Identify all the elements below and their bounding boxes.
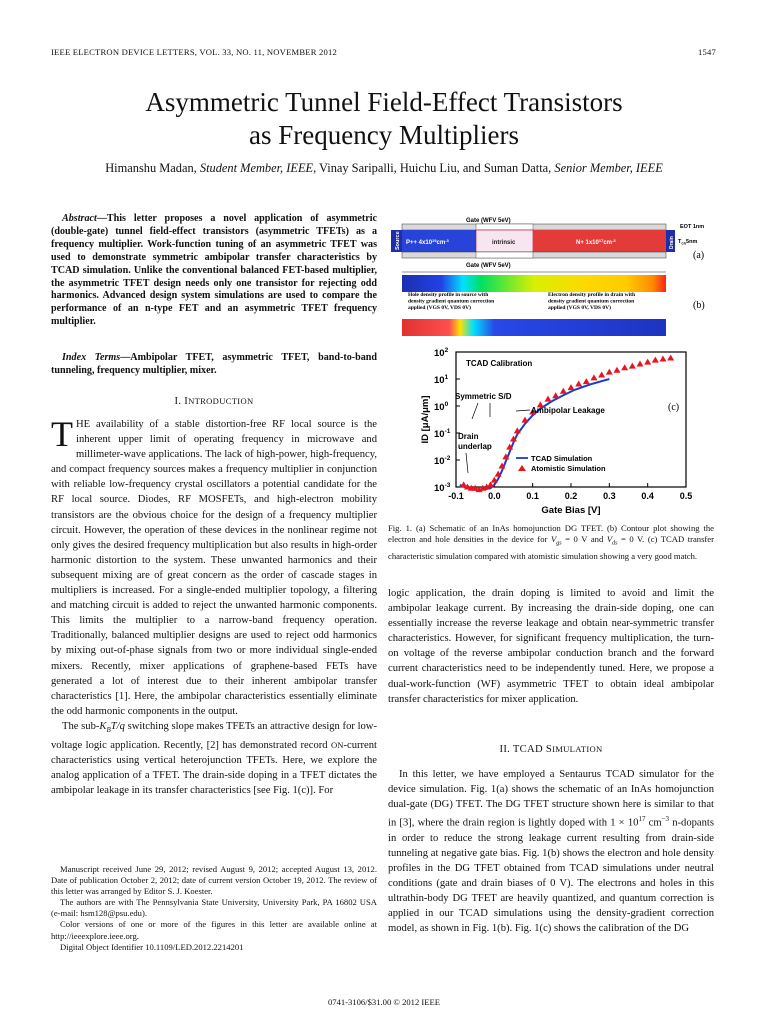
bottom-gate-oxide (476, 252, 533, 258)
legend-atomistic-marker (518, 465, 526, 471)
figure-1a-label: (a) (693, 250, 705, 261)
y-axis-label: ID [μA/μm] (420, 395, 431, 444)
title-line-2: as Frequency Multipliers (249, 120, 519, 150)
introduction-body (51, 414, 377, 798)
y-tick-label: $10^0$ (434, 401, 449, 413)
abstract-text: —This letter proposes a novel application of asymmetric (double-gate) tunnel field-effect transistors (asymmetric TFETs) as a frequency multiplier. Work-function tuning of an asymmetric TFET was used to demonstrate symmetric ambipolar transfer characteristics by TCAD simulation. Unlike the conventional balanced FET-based multiplier, the asymmetric TFET design needs only one transistor for rejecting odd harmonics. Advanced design system simulations are used to compare the performance of an n-type FET and an asymmetric TFET frequency multiplier. (51, 213, 377, 328)
series-atomistic-point (637, 360, 644, 366)
tcad-simulation-body (388, 767, 714, 937)
footnote-manuscript: Manuscript received June 29, 2012; revised August 9, 2012; accepted August 13, 2012. Date of publication October 2, 2012; date of current version October 19, 2012. The review of this letter was arranged by Editor S. J. Koester. (51, 864, 377, 897)
figure-1b-contour (388, 272, 714, 342)
legend-tcad-label: TCAD Simulation (531, 454, 593, 463)
x-axis-label: Gate Bias [V] (541, 505, 601, 516)
series-atomistic-point (660, 356, 667, 362)
page-number: 1547 (698, 47, 716, 57)
series-atomistic-point (644, 359, 651, 365)
annotation-ambipolar-leakage: Ambipolar Leakage (531, 406, 605, 415)
y-tick-label: $10^2$ (434, 347, 449, 359)
author-1-role: Student Member, IEEE (199, 161, 314, 175)
figure-1b-label: (b) (693, 300, 705, 311)
drain-label: Drain (669, 236, 675, 249)
top-gate-oxide (476, 224, 533, 230)
paper-title (40, 86, 728, 152)
series-atomistic-point (575, 381, 582, 387)
logic-application-paragraph: logic application, the drain doping is limited to avoid and limit the ambipolar leakage current. By increasing the drain-side doping, one can essentially increase the reverse leakage and obtain near-symmetric transfer characteristics. However, for significant frequency multiplication, the turn-on voltage of the reverse ambipolar conduction branch and the forward current characteristics need to be independently tuned. Here, we propose a dual-work-function (WF) asymmetric TFET to obtain ideal ambipolar transfer characteristics for mixer application. (388, 588, 714, 705)
author-1: Himanshu Madan, (105, 161, 200, 175)
hole-density-caption: Hole density profile in source with density gradient quantum correction applied (VGS 0V, VDS 0V) (408, 292, 495, 311)
legend-atomistic-label: Atomistic Simulation (531, 464, 606, 473)
y-tick-label: $10^{-3}$ (434, 482, 451, 494)
x-tick-label: 0.2 (564, 491, 578, 501)
footnote (51, 864, 377, 953)
x-tick-label: 0.4 (641, 491, 654, 501)
annotation-drain: Drain (458, 432, 479, 441)
series-atomistic-point (552, 392, 559, 398)
x-tick-label: 0.5 (679, 491, 693, 501)
series-atomistic-point (568, 384, 575, 390)
intro-paragraph-1: HE availability of a stable distortion-free RF local source is the inherent upper limit of operating frequency in microwave and millimeter-wave applications. The lack of high-power, high-frequency, and compact frequency sources makes a frequency multiplier in conjunction with reliable low-frequency crystal oscillators a potential candidate for the RF local source. Diodes, RF MOSFETs, and high-electron mobility transistors are the obvious choice for the design of a frequency multiplier circuit. However, the operation of these devices in the nonlinear regime not only gives the desired frequency multiplication but also results in high-order harmonic distortion to the system. These unwanted harmonics and their subsequent mixing are of great concern as the order of cascade stages in multipliers is increased. For a single-ended multiplier topology, a filtering and matching circuit is added to reject the unwanted harmonic components. This limits the multiplier to a narrow-band frequency operation. Traditionally, balanced multiplier designs are used to reject odd harmonics by mixing out-of-phase signals from two or more individual single-ended mixers. Recently, mixer applications of graphene-based FETs have generated a lot of interest due to their inherent ambipolar transfer characteristics [1]. Here, the ambipolar characteristics essentially eliminate the odd harmonic components in the output. (51, 419, 377, 717)
annotation-tcad-calibration: TCAD Calibration (466, 359, 533, 368)
authors-rest: , Vinay Saripalli, Huichu Liu, and Suman Datta, (313, 161, 555, 175)
series-atomistic-point (652, 357, 659, 363)
y-tick-label: $10^{-1}$ (434, 428, 451, 440)
abstract-label: Abstract (62, 213, 97, 224)
annotation-symmetric-sd: Symmetric S/D (455, 392, 512, 401)
figure-1c-chart (388, 343, 714, 518)
series-atomistic-point (629, 363, 636, 369)
copyright-footer: 0741-3106/$31.00 © 2012 IEEE (327, 997, 441, 1007)
gate-top-label: Gate (WFV 5eV) (466, 218, 511, 224)
figure-1-caption: Fig. 1. (a) Schematic of an InAs homojunction DG TFET. (b) Contour plot showing the electron and hole densities in the device for $V_{gs} = 0$ V and $V_{ds} = 0$ V. (c) TCAD transfer characteristic simulation compared with atomistic simulation showing a very good match. (388, 523, 714, 561)
x-tick-label: 0.0 (488, 491, 501, 501)
x-tick-label: 0.1 (526, 491, 539, 501)
chart-legend (516, 454, 606, 473)
arrow-sym-1 (472, 403, 478, 419)
footnote-color: Color versions of one or more of the figures in this letter are available online at http://ieeexplore.ieee.org. (51, 919, 377, 941)
source-label: Source (395, 231, 401, 250)
series-atomistic-point (621, 364, 628, 370)
annotation-underlap: underlap (458, 442, 492, 451)
tcad-paragraph: In this letter, we have employed a Sentaurus TCAD simulator for the device simulation. Fig. 1(a) shows the schematic of an InAs homojunction dual-gate (DG) TFET. The DG TFET structure shown here is similar to that in [3], where the drain region is lightly doped with $1 \times 10^{17}$ $cm^{-3}$ n-dopants in order to reduce the strong leakage current resulting from drain-side tunneling at negative gate bias. Fig. 1(b) shows the electron and hole density profiles in the DG TFET obtained from TCAD simulations under neutral conditions (gate and drain biases of 0 V). The electrons and holes in this ultrathin-body DG TFET are heavily quantized, and quantum correction is applied in our TCAD simulations using the density-gradient correction model, as shown in Fig. 1(b). Fig. 1(c) shows the calibration of the DG (388, 769, 714, 935)
intro-paragraph-2: The sub-$K_BT/q$ switching slope makes TFETs an attractive design for low-voltage logic application. Recently, [2] has demonstrated record ON-current characteristics using vertical heterojunction TFETs. Here, we explore the analog application of a TFET. The drain-side doping in a TFET dictates the ambipolar leakage in its transfer characteristics [see Fig. 1(c)]. For (51, 720, 377, 797)
section-numeral: I. (174, 396, 185, 407)
index-terms (51, 352, 377, 378)
series-atomistic-point (545, 396, 552, 402)
x-tick-label: -0.1 (448, 491, 464, 501)
arrow-drain (466, 453, 468, 473)
drop-cap: T (51, 414, 73, 454)
index-terms-label: Index Terms (62, 352, 121, 363)
y-tick-label: $10^1$ (434, 374, 449, 386)
right-column-paragraph-1 (388, 586, 714, 707)
electron-density-caption: Electron density profile in drain with density gradient quantum correction applied (VGS 0V, VDS 0V) (548, 292, 636, 311)
y-tick-label: $10^{-2}$ (434, 455, 451, 467)
tch-label: $T_{ch}5nm$ (678, 239, 698, 246)
series-atomistic-point (598, 372, 605, 378)
hole-density-bar (402, 319, 666, 336)
intrinsic-label: intrinsic (492, 240, 516, 246)
eot-label: EOT 1nm (680, 224, 705, 230)
n-region-label: $N+ 1x10^{17}cm^{-3}$ (576, 238, 616, 246)
index-terms-text: —Ambipolar TFET, asymmetric TFET, band-to-band tunneling, frequency multiplier, mixer. (51, 352, 377, 376)
gate-bottom-label: Gate (WFV 5eV) (466, 263, 511, 269)
x-tick-labels (448, 483, 692, 501)
section-rest: NTRODUCTION (188, 396, 254, 406)
series-atomistic-point (614, 367, 621, 373)
series-atomistic-point (583, 378, 590, 384)
series-atomistic-point (667, 354, 674, 360)
title-line-1: Asymmetric Tunnel Field-Effect Transistors (145, 87, 623, 117)
footnote-doi: Digital Object Identifier 10.1109/LED.2012.2214201 (60, 941, 244, 952)
x-tick-label: 0.3 (603, 491, 616, 501)
abstract (51, 213, 377, 329)
electron-density-bar (402, 275, 666, 292)
section-first-letter: I (184, 396, 189, 407)
section-heading-introduction (51, 396, 377, 407)
journal-header: IEEE ELECTRON DEVICE LETTERS, VOL. 33, NO. 11, NOVEMBER 2012 (51, 47, 338, 57)
author-last-role: Senior Member, IEEE (554, 161, 663, 175)
series-atomistic-point (606, 369, 613, 375)
footnote-affiliation: The authors are with The Pennsylvania State University, University Park, PA 16802 USA (e-mail: hsm128@psu.edu). (51, 897, 377, 919)
p-region-label: $P++ 4x10^{19}cm^{-3}$ (406, 238, 449, 246)
series-atomistic-point (591, 374, 598, 380)
author-list (40, 161, 728, 176)
section-heading-tcad: II. TCAD SIMULATION (499, 744, 603, 755)
arrow-ambi (516, 410, 530, 411)
series-atomistic-point (560, 388, 567, 394)
top-gate (402, 224, 666, 230)
bottom-gate (402, 252, 666, 258)
figure-1c-label: (c) (668, 402, 680, 413)
